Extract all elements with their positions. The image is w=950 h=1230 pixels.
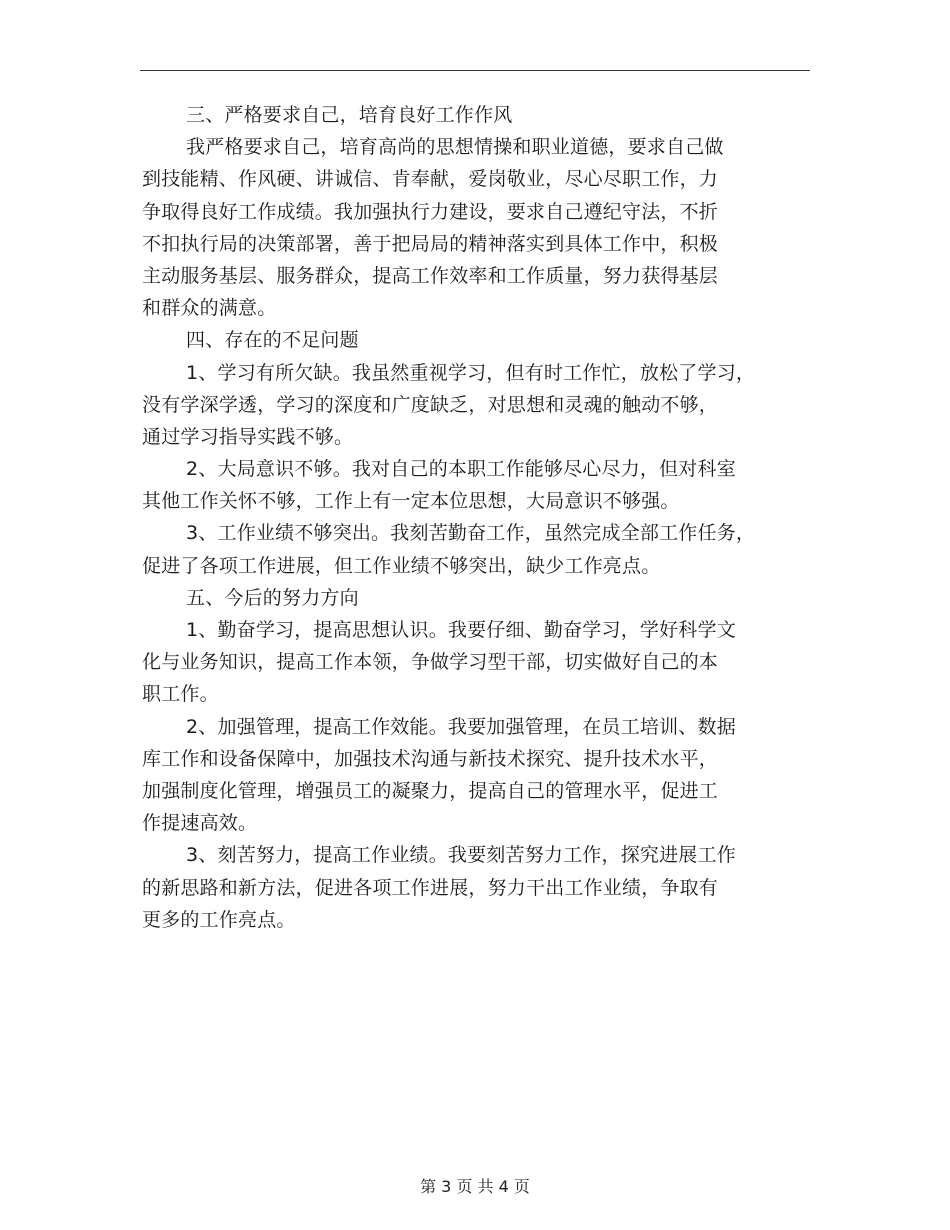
text-line: 不扣执行局的决策部署，善于把局局的精神落实到具体工作中，积极 bbox=[142, 232, 719, 255]
text-line: 更多的工作亮点。 bbox=[142, 908, 296, 931]
text-line: 四、存在的不足问题 bbox=[186, 329, 359, 352]
text-line: 通过学习指导实践不够。 bbox=[142, 425, 354, 448]
text-line: 争取得良好工作成绩。我加强执行力建设，要求自己遵纪守法，不折 bbox=[142, 200, 719, 223]
document-body bbox=[142, 106, 810, 943]
page-number-footer: 第 3 页 共 4 页 bbox=[420, 1177, 530, 1196]
text-line: 我严格要求自己，培育高尚的思想情操和职业道德，要求自己做 bbox=[186, 136, 724, 159]
text-line: 加强制度化管理，增强员工的凝聚力，提高自己的管理水平，促进工 bbox=[142, 779, 719, 802]
text-line: 三、严格要求自己，培育良好工作作风 bbox=[186, 104, 513, 126]
text-line: 职工作。 bbox=[142, 683, 219, 706]
text-line: 到技能精、作风硬、讲诚信、肯奉献，爱岗敬业，尽心尽职工作，力 bbox=[142, 168, 719, 191]
text-line: 没有学深学透，学习的深度和广度缺乏，对思想和灵魂的触动不够， bbox=[142, 393, 719, 416]
text-line: 促进了各项工作进展，但工作业绩不够突出，缺少工作亮点。 bbox=[142, 554, 661, 577]
text-line: 化与业务知识，提高工作本领，争做学习型干部，切实做好自己的本 bbox=[142, 651, 719, 674]
text-line: 的新思路和新方法，促进各项工作进展，努力干出工作业绩，争取有 bbox=[142, 876, 719, 899]
text-line: 3、刻苦努力，提高工作业绩。我要刻苦努力工作，探究进展工作 bbox=[186, 844, 736, 867]
text-line: 主动服务基层、服务群众，提高工作效率和工作质量，努力获得基层 bbox=[142, 264, 719, 287]
text-line: 其他工作关怀不够，工作上有一定本位思想，大局意识不够强。 bbox=[142, 490, 680, 513]
text-line: 1、学习有所欠缺。我虽然重视学习，但有时工作忙，放松了学习， bbox=[186, 361, 756, 384]
text-line: 作提速高效。 bbox=[142, 812, 258, 835]
text-line: 和群众的满意。 bbox=[142, 297, 277, 320]
text-line: 3、工作业绩不够突出。我刻苦勤奋工作，虽然完成全部工作任务， bbox=[186, 522, 756, 545]
header-rule bbox=[140, 70, 810, 71]
text-line: 2、大局意识不够。我对自己的本职工作能够尽心尽力，但对科室 bbox=[186, 458, 736, 481]
text-line: 五、今后的努力方向 bbox=[186, 586, 359, 609]
text-line: 2、加强管理，提高工作效能。我要加强管理，在员工培训、数据 bbox=[186, 715, 736, 738]
text-line: 1、勤奋学习，提高思想认识。我要仔细、勤奋学习，学好科学文 bbox=[186, 619, 736, 641]
text-line: 库工作和设备保障中，加强技术沟通与新技术探究、提升技术水平， bbox=[142, 747, 719, 770]
